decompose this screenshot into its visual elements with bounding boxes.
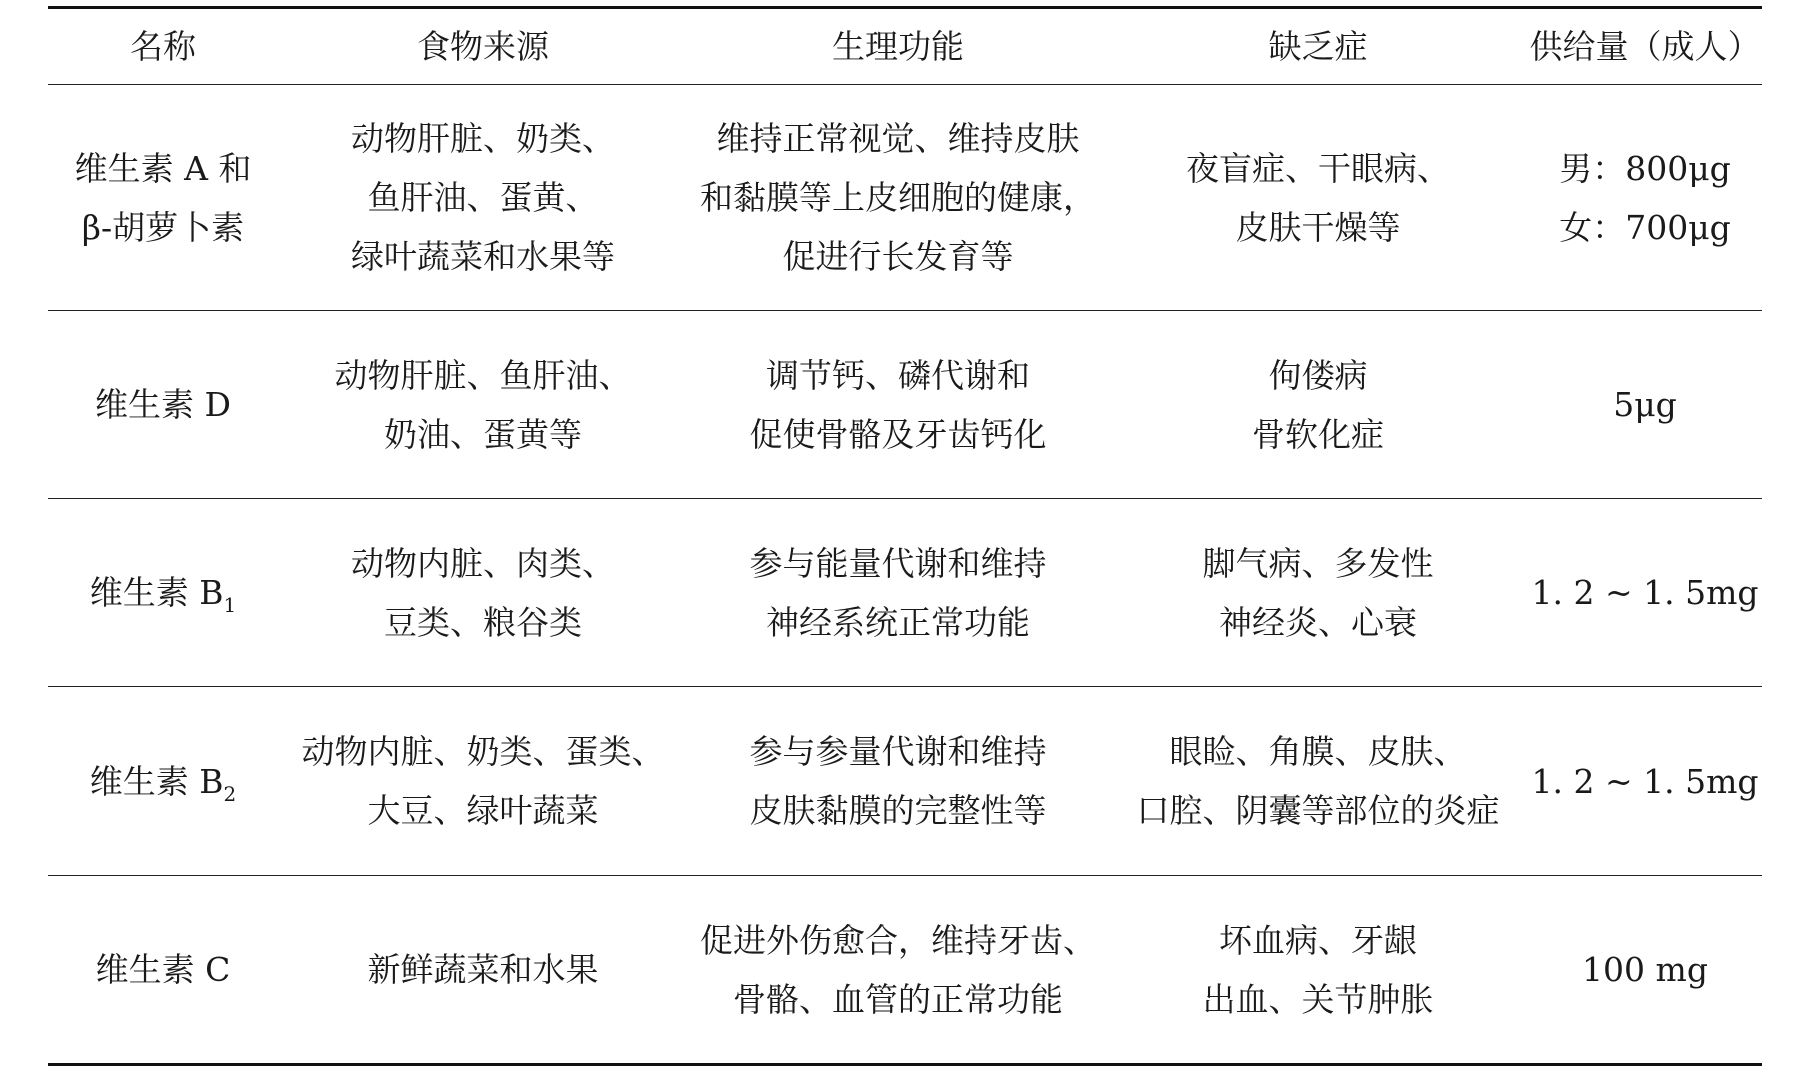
cell-line: 神经系统正常功能 — [766, 602, 1030, 642]
cell-line: 促进外伤愈合，维持牙齿、 — [700, 920, 1096, 960]
cell-line — [48, 563, 278, 622]
cell-line: 脚气病、多发性 — [1202, 543, 1434, 583]
cell-line: 参与能量代谢和维持 — [749, 543, 1047, 583]
food-source-cell — [278, 499, 688, 687]
cell-line: 维生素 A 和 — [74, 148, 252, 188]
cell-line: 促使骨骼及牙齿钙化 — [749, 414, 1047, 454]
cell-line: 100 mg — [1582, 950, 1708, 989]
food-source-cell — [278, 876, 688, 1065]
cell-line: 佝偻病 — [1268, 355, 1368, 395]
table-row — [48, 687, 1762, 876]
dose-cell — [1528, 687, 1762, 876]
header-row — [48, 8, 1762, 85]
cell-line: 1. 2 ~ 1. 5mg — [1531, 761, 1759, 801]
vitamin-table — [48, 6, 1762, 1066]
header-source: 食物来源 — [278, 8, 688, 85]
function-cell — [688, 311, 1108, 499]
cell-line: 女：700μg — [1559, 207, 1731, 247]
deficiency-cell — [1108, 311, 1528, 499]
header-function: 生理功能 — [688, 8, 1108, 85]
cell-line: 调节钙、磷代谢和 — [766, 355, 1030, 395]
cell-line: 夜盲症、干眼病、 — [1186, 148, 1450, 188]
vitamin-name-main: 维生素 B — [89, 573, 224, 612]
cell-line: 维生素 C — [95, 950, 231, 989]
header-name: 名称 — [48, 8, 278, 85]
food-source-cell — [278, 85, 688, 311]
header-dose: 供给量（成人） — [1528, 8, 1762, 85]
cell-line: 动物内脏、奶类、蛋类、 — [301, 732, 665, 771]
deficiency-cell — [1108, 499, 1528, 687]
cell-line: 5μg — [1613, 385, 1677, 424]
vitamin-name-cell — [48, 85, 278, 311]
cell-line: 神经炎、心衰 — [1219, 602, 1417, 642]
cell-line: 1. 2 ~ 1. 5mg — [1531, 573, 1759, 612]
dose-cell — [1528, 311, 1762, 499]
cell-line: 促进行长发育等 — [782, 237, 1014, 276]
header-deficiency: 缺乏症 — [1108, 8, 1528, 85]
cell-line — [48, 752, 278, 811]
cell-line: 奶油、蛋黄等 — [384, 414, 582, 454]
cell-line: 出血、关节肿胀 — [1202, 979, 1434, 1019]
table-row — [48, 311, 1762, 499]
function-cell — [688, 499, 1108, 687]
vitamin-name-cell — [48, 499, 278, 687]
deficiency-cell — [1108, 876, 1528, 1065]
deficiency-cell — [1108, 85, 1528, 311]
cell-line: 动物肝脏、奶类、 — [351, 119, 615, 158]
cell-line: 皮肤干燥等 — [1235, 207, 1401, 247]
table-row — [48, 499, 1762, 687]
dose-cell — [1528, 876, 1762, 1065]
vitamin-subscript: 2 — [223, 781, 237, 806]
cell-line: 骨软化症 — [1252, 414, 1384, 454]
cell-line: 眼睑、角膜、皮肤、 — [1169, 732, 1467, 771]
table-row — [48, 85, 1762, 311]
cell-line: 动物肝脏、鱼肝油、 — [334, 355, 632, 395]
function-cell — [688, 85, 1108, 311]
cell-line: 口腔、阴囊等部位的炎症 — [1136, 791, 1500, 830]
dose-cell — [1528, 499, 1762, 687]
function-cell — [688, 687, 1108, 876]
cell-line: 动物内脏、肉类、 — [351, 543, 615, 583]
cell-line: 男：800μg — [1559, 148, 1731, 188]
cell-line: 维生素 D — [95, 385, 231, 424]
dose-cell — [1528, 85, 1762, 311]
vitamin-name-cell — [48, 876, 278, 1065]
table-row — [48, 876, 1762, 1065]
cell-line: 新鲜蔬菜和水果 — [367, 950, 599, 989]
cell-line: 和黏膜等上皮细胞的健康， — [700, 178, 1096, 217]
vitamin-name-cell — [48, 311, 278, 499]
cell-line: 绿叶蔬菜和水果等 — [351, 237, 615, 276]
cell-line: β-胡萝卜素 — [81, 207, 245, 247]
vitamin-name-cell — [48, 687, 278, 876]
food-source-cell — [278, 687, 688, 876]
vitamin-subscript: 1 — [223, 593, 237, 617]
function-cell — [688, 876, 1108, 1065]
cell-line: 维持正常视觉、维持皮肤 — [716, 119, 1080, 158]
cell-line: 坏血病、牙龈 — [1219, 920, 1417, 960]
cell-line: 大豆、绿叶蔬菜 — [367, 791, 599, 830]
cell-line: 豆类、粮谷类 — [384, 602, 582, 642]
cell-line: 参与参量代谢和维持 — [749, 732, 1047, 771]
deficiency-cell — [1108, 687, 1528, 876]
cell-line: 皮肤黏膜的完整性等 — [749, 791, 1047, 830]
cell-line: 鱼肝油、蛋黄、 — [367, 178, 599, 217]
vitamin-name-main: 维生素 B — [89, 761, 224, 801]
cell-line: 骨骼、血管的正常功能 — [733, 979, 1063, 1019]
food-source-cell — [278, 311, 688, 499]
